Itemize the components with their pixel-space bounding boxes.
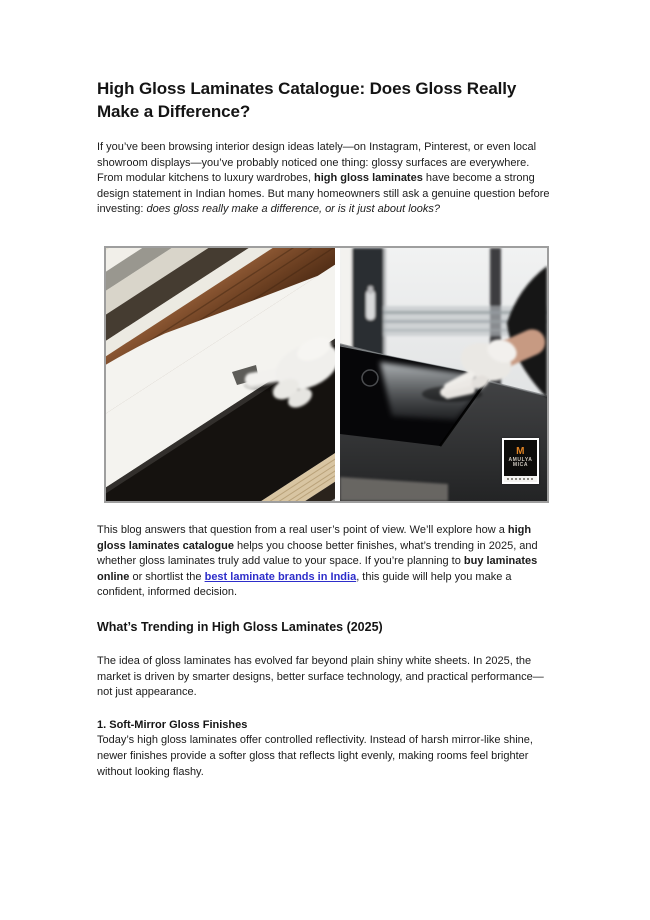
brand-logo-badge (502, 438, 539, 484)
intro-text-2: have become a strong design statement in Indian homes. But many homeowners still ask a genuine question before investing: (97, 172, 550, 216)
brand-monogram: M (516, 446, 525, 458)
subsection-heading-soft-mirror: 1. Soft-Mirror Gloss Finishes (97, 718, 248, 731)
brand-tagline-strip (504, 476, 537, 482)
brand-logo-inner (504, 440, 537, 476)
overview-text-4: , this guide will help you make a confident, informed decision. (97, 570, 512, 599)
brand-name-line1: AMULYA (508, 457, 533, 464)
overview-text-2: helps you choose better finishes, what’s trending in 2025, and whether gloss laminates truly add value to your space. If you’re planning to (97, 539, 538, 568)
best-laminate-brands-link[interactable]: best laminate brands in India (204, 570, 357, 583)
catalogue-photo-panel (106, 248, 335, 501)
overview-text-3: or shortlist the (129, 570, 205, 583)
page-title: High Gloss Laminates Catalogue: Does Gloss Really Make a Difference? (97, 79, 517, 121)
brand-name-line2: MICA (512, 462, 529, 469)
trending-paragraph: The idea of gloss laminates has evolved far beyond plain shiny white sheets. In 2025, the market is driven by smarter designs, better surface technology, and practical performance—not just appearance. (97, 654, 544, 699)
section-heading-trending: What’s Trending in High Gloss Laminates (2025) (97, 619, 383, 634)
intro-paragraph (97, 140, 553, 218)
hero-image-figure (104, 246, 549, 503)
overview-text-1: This blog answers that question from a real user’s point of view. We’ll explore how a (97, 523, 508, 536)
overview-paragraph (97, 523, 553, 601)
overview-bold-buy-online: buy laminates online (97, 555, 538, 583)
intro-italic-question: does gloss really make a difference, or is it just about looks? (146, 203, 441, 216)
soft-mirror-paragraph: Today’s high gloss laminates offer controlled reflectivity. Instead of harsh mirror-like shine, newer finishes provide a softer gloss that reflects light evenly, making rooms feel brighter without looking flashy. (97, 734, 533, 778)
intro-bold-high-gloss-laminates: high gloss laminates (314, 172, 423, 185)
intro-text-1: If you’ve been browsing interior design ideas lately—on Instagram, Pinterest, or even local showroom displays—you’ve probably noticed one thing: glossy surfaces are everywhere. From modular kitchens to luxury wardrobes, (97, 141, 537, 185)
overview-bold-catalogue: high gloss laminates catalogue (97, 523, 532, 552)
laminate-catalogue-illustration (106, 248, 335, 501)
